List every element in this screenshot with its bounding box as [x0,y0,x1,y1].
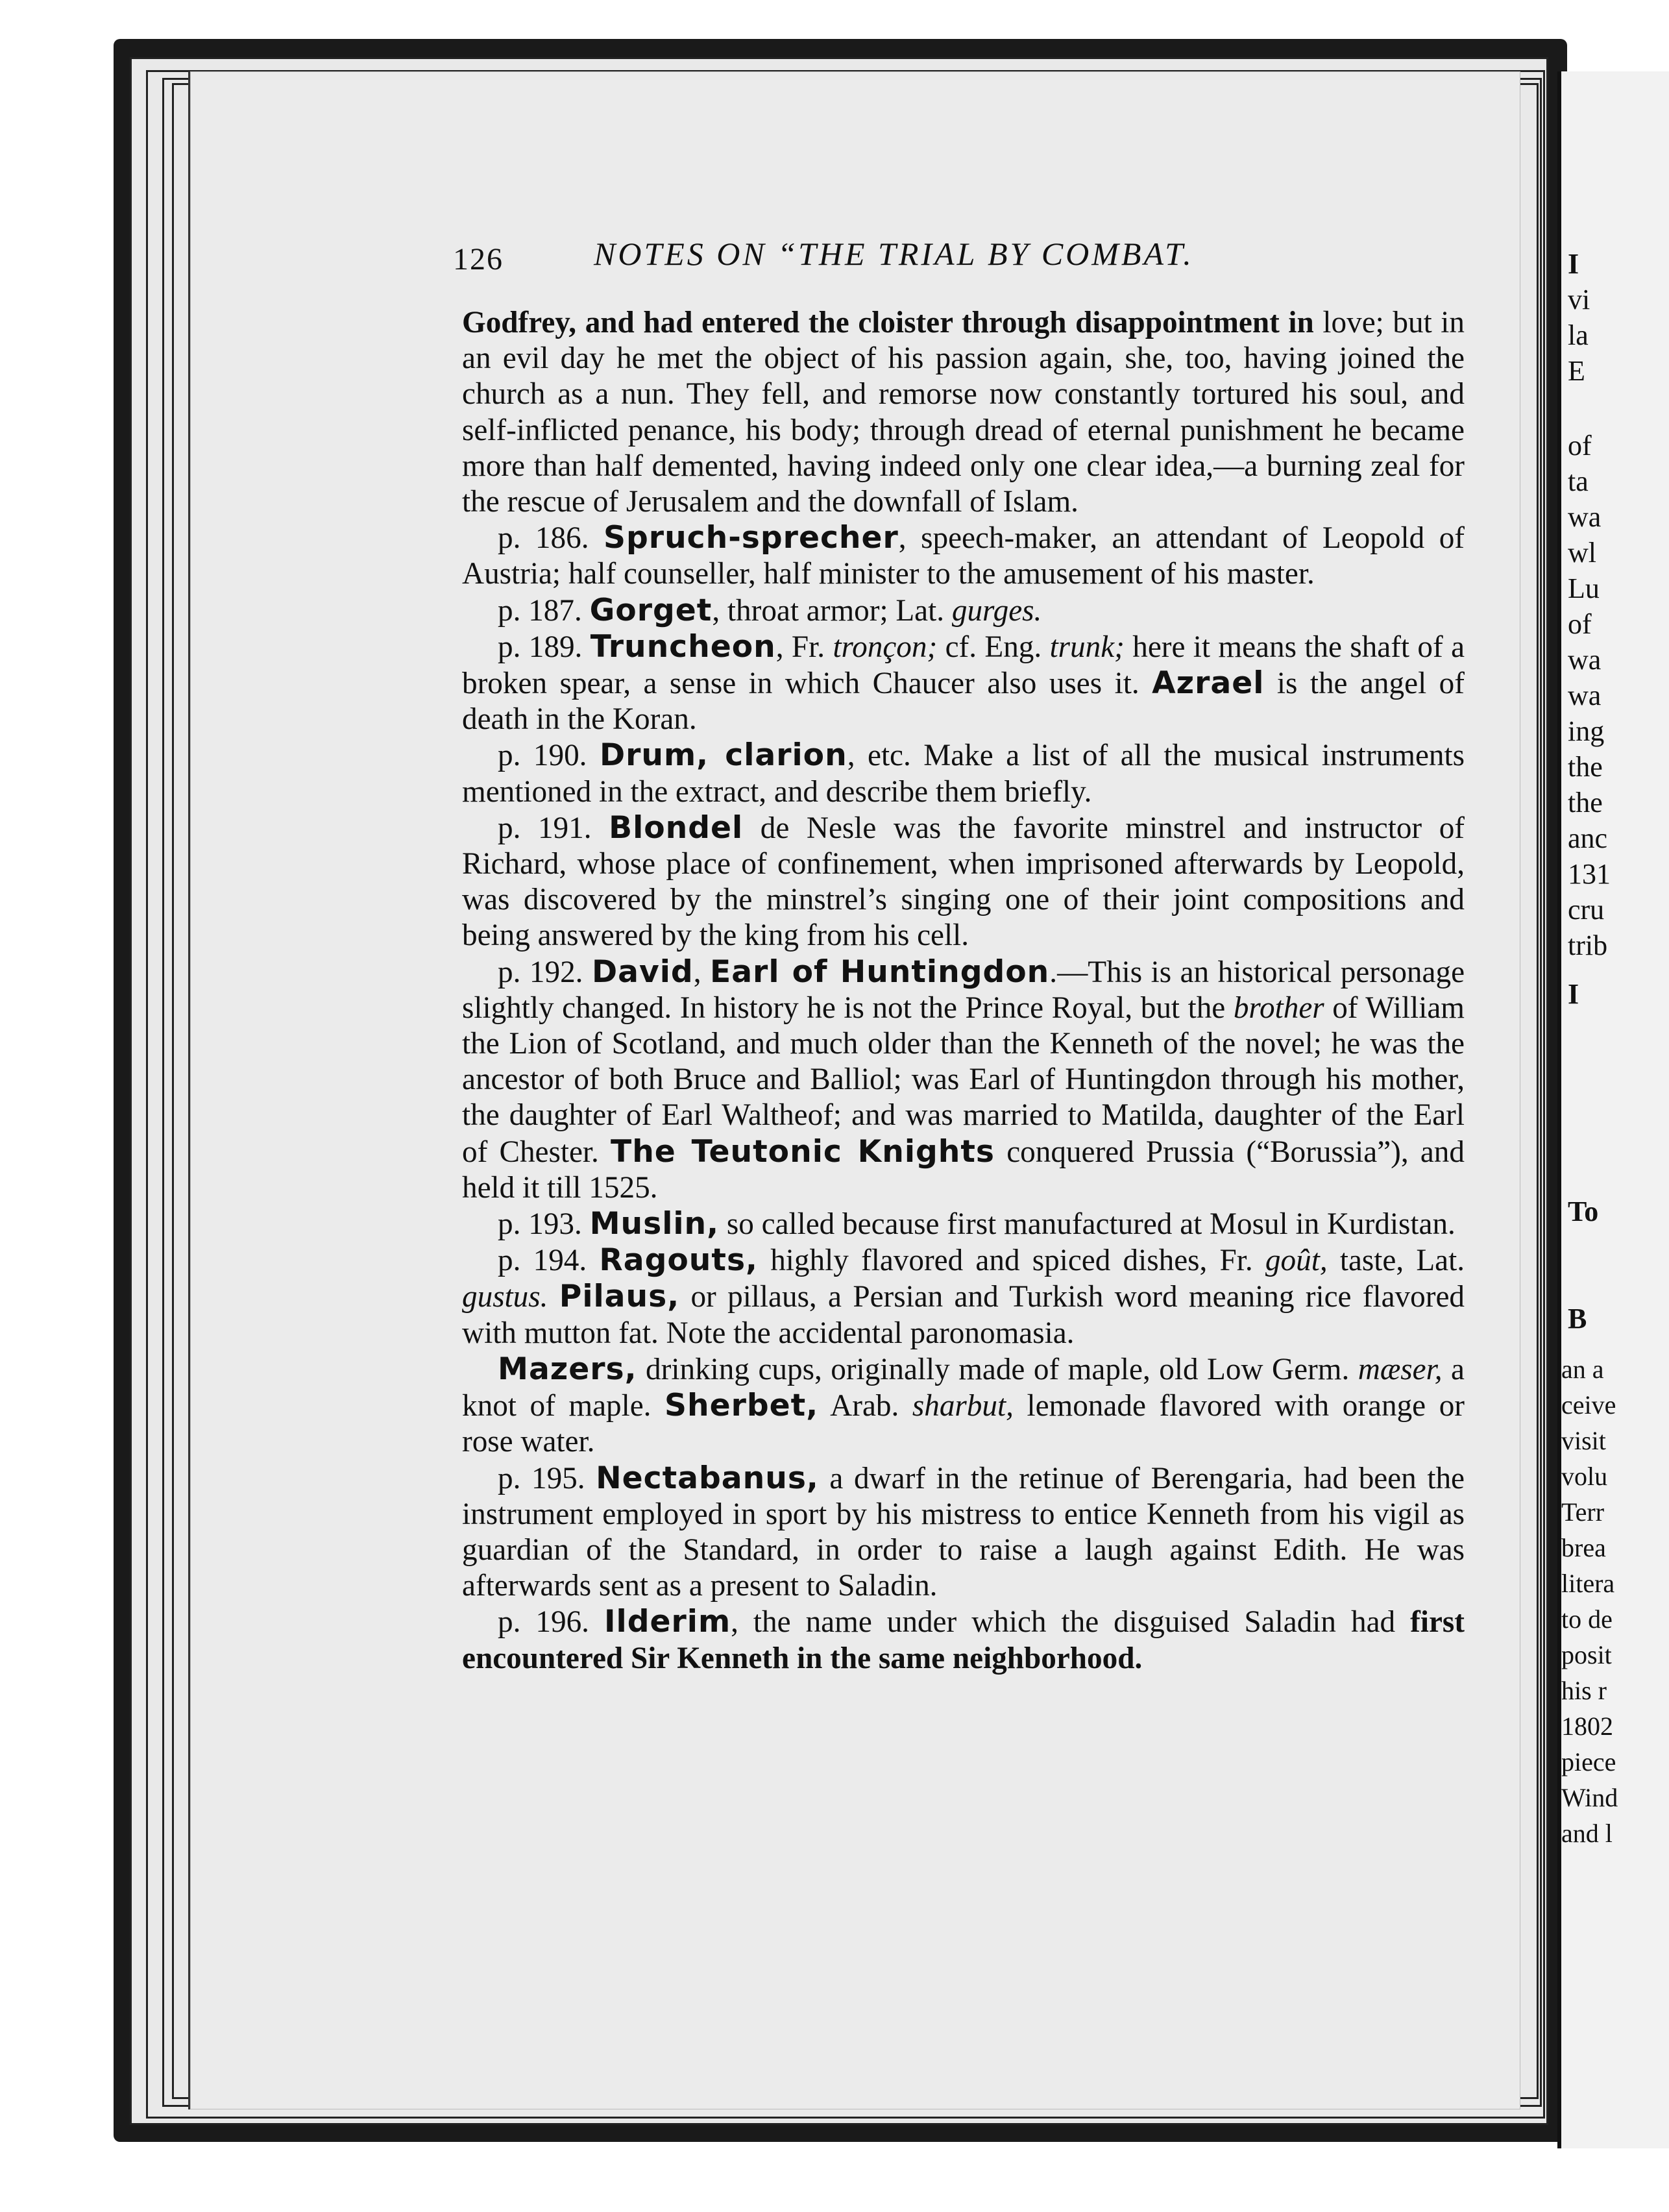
paragraph [462,1604,1465,1676]
facing-page-fragment: I [1568,978,1579,1010]
italic-text: gustus. [462,1280,548,1314]
facing-page-fragment: wa [1568,680,1602,711]
italic-text: brother [1233,990,1324,1025]
headword: Sherbet, [664,1388,819,1424]
paragraph [462,520,1465,592]
headword: Nectabanus, [596,1460,819,1496]
facing-page-fragment: wa [1568,501,1602,533]
body-text [462,305,1465,1677]
text-run: highly flavored and spiced dishes, Fr. [757,1244,1265,1278]
text-run: is the angel of death in the Koran. [462,667,1465,737]
italic-text: gurges. [951,593,1042,628]
facing-page-fragment: posit [1561,1640,1612,1669]
headword: Earl of Huntingdon [709,953,1050,990]
italic-text: goût, [1265,1244,1328,1278]
headword: Muslin, [589,1206,720,1242]
text-run: lemonade flavored with orange or rose water. [462,1389,1465,1459]
text-run: , etc. Make a list of all the musical instruments mentioned in the extract, and describe them briefly. [462,739,1465,809]
headword: Drum, clarion [599,737,847,774]
text-run: cf. Eng. [937,630,1050,664]
text-run: love; but in an evil day he met the object of his passion again, she, too, having joined the church as a nun. They fell, and remorse now constantly tortured his soul, and self-inflicted penance, his body; through dread of eternal punishment he became more than half demented, having indeed only one clear idea,—a burning zeal for the rescue of Jerusalem and the downfall of Islam. [462,306,1465,519]
facing-page-fragment: Terr [1561,1497,1605,1527]
text-run: p. 195. [498,1461,596,1495]
italic-text: sharbut, [912,1389,1014,1423]
paragraph [462,305,1465,520]
text-run: taste, Lat. [1327,1244,1465,1278]
facing-page-fragment: I [1568,248,1579,280]
text-run: , [693,955,710,989]
paragraph [462,593,1465,629]
facing-page-fragment: of [1568,608,1592,640]
facing-page-fragment: volu [1561,1462,1608,1491]
facing-page-fragment: 131 [1568,858,1611,890]
facing-page-fragment: vi [1568,284,1590,315]
facing-page-fragment: of [1568,430,1592,461]
facing-page-fragment: an a [1561,1355,1604,1384]
facing-page-fragment: E [1568,355,1585,387]
paragraph [462,1351,1465,1460]
bold-text: Godfrey, and had entered the cloister through disappointment in [462,306,1314,339]
italic-text: tronçon; [833,630,938,664]
facing-page-fragment: 1802 [1561,1712,1613,1741]
text-run: p. 193. [498,1207,590,1242]
running-title: NOTES ON “THE TRIAL BY COMBAT. [594,236,1194,272]
facing-page-fragment: cru [1568,894,1605,926]
headword: Blondel [609,809,744,846]
facing-page-fragment: trib [1568,929,1608,961]
headword: David [591,953,694,990]
facing-page-fragment: Lu [1568,572,1600,604]
facing-page-fragment: anc [1568,822,1608,854]
text-run: , the name under which the disguised Saladin had [731,1605,1411,1640]
paragraph [462,737,1465,809]
facing-page [1557,71,1669,2148]
headword: Ragouts, [599,1242,758,1279]
text-run: de Nesle was the favorite minstrel and instructor of Richard, whose place of confinement, when imprisoned afterwards by Leopold, was discovered by the minstrel’s singing one of their joint compositions and being answered by the king from his cell. [462,811,1465,953]
facing-page-fragment: brea [1561,1533,1606,1562]
text-run: a knot of maple. [462,1352,1465,1423]
facing-page-fragment: visit [1561,1426,1606,1455]
headword: Pilaus, [559,1279,680,1315]
facing-page-fragment: ta [1568,465,1589,497]
text-run: of William the Lion of Scotland, and much older than the Kenneth of the novel; he was the ancestor of both Bruce and Balliol; was Earl of Huntingdon through his mother, the daughter of Earl Waltheof; and was married to Matilda, daughter of the Earl of Chester. [462,990,1465,1169]
headword: Azrael [1152,665,1265,702]
italic-text: trunk; [1049,630,1125,664]
facing-page-fragment: the [1568,751,1603,783]
text-run: p. 192. [498,955,592,989]
facing-page-fragment: wl [1568,537,1596,569]
text-run: a dwarf in the retinue of Berengaria, had been the instrument employed in sport by his mistress to entice Kenneth from his vigil as guardian of the Standard, in order to raise a laugh against Edith. He was afterwards sent as a present to Saladin. [462,1461,1465,1603]
text-run: p. 187. [498,593,590,628]
facing-page-fragment: wa [1568,644,1602,676]
paragraph [462,1242,1465,1351]
facing-page-fragment: to de [1561,1604,1613,1634]
facing-page-fragment: his r [1561,1676,1607,1705]
text-run [548,1280,559,1314]
facing-page-fragment: piece [1561,1747,1616,1776]
headword: Mazers, [498,1351,637,1387]
italic-text: mæser, [1358,1352,1443,1386]
bold-text: first encountered Sir Kenneth in the same neighborhood. [462,1605,1465,1675]
text-run: , Fr. [775,630,833,664]
facing-page-fragment: litera [1561,1569,1615,1598]
paragraph [462,629,1465,738]
facing-page-fragment: ing [1568,715,1605,747]
paragraph [462,1206,1465,1242]
facing-page-fragment: To [1568,1196,1599,1227]
headword: Ilderim [603,1604,731,1640]
text-run: or pillaus, a Persian and Turkish word meaning rice flavored with mutton fat. Note the accidental paronomasia. [462,1280,1465,1350]
text-run: p. 196. [498,1605,604,1640]
facing-page-fragment: the [1568,787,1603,818]
paragraph [462,1460,1465,1604]
text-run: .—This is an historical personage slightly changed. In history he is not the Prince Royal, but the [462,955,1465,1025]
page-number: 126 [453,242,504,276]
text-run: , speech-maker, an attendant of Leopold of Austria; half counseller, half minister to the amusement of his master. [462,521,1465,591]
headword: Spruch-sprecher [603,520,899,556]
paragraph [462,954,1465,1206]
headword: The Teutonic Knights [611,1133,995,1170]
text-run: here it means the shaft of a broken spear, a sense in which Chaucer also uses it. [462,630,1465,701]
text-run: p. 186. [498,521,604,556]
text-run: , throat armor; Lat. [712,593,952,628]
headword: Truncheon [590,628,776,665]
text-run: p. 190. [498,739,600,773]
facing-page-fragment: B [1568,1303,1587,1334]
facing-page-fragment: Wind [1561,1783,1618,1812]
paragraph [462,810,1465,954]
text-run: Arab. [818,1389,912,1423]
text-run: drinking cups, originally made of maple, old Low Germ. [637,1352,1358,1386]
text-run: so called because first manufactured at Mosul in Kurdistan. [719,1207,1456,1242]
text-run: p. 191. [498,811,609,845]
facing-page-fragment: la [1568,319,1589,351]
facing-page-fragment: and l [1561,1819,1613,1848]
facing-page-fragment: ceive [1561,1390,1616,1419]
headword: Gorget [589,592,713,628]
text-run: p. 194. [498,1244,600,1278]
text-run: conquered Prussia (“Borussia”), and held it till 1525. [462,1135,1465,1205]
text-run: p. 189. [498,630,591,664]
